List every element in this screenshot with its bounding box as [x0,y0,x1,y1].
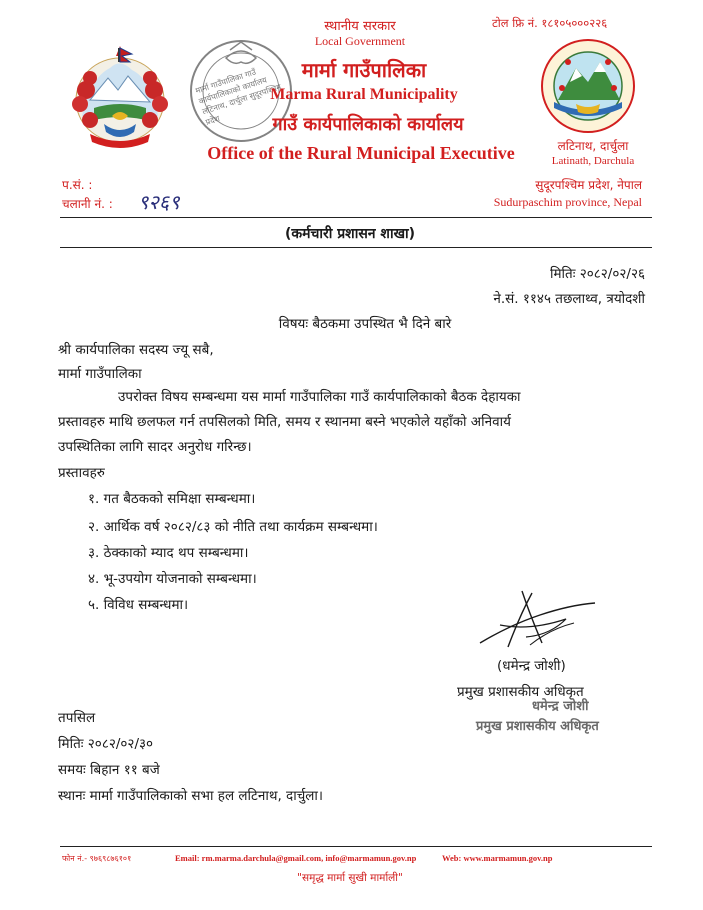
footer-email: Email: rm.marma.darchula@gmail.com, info@marmamun.gov.np [175,853,417,863]
section-divider-bottom [60,247,652,248]
footer-web: Web: www.marmamun.gov.np [442,853,553,863]
signature-icon [470,585,600,660]
location-en: Latinath, Darchula [551,155,635,167]
body-line2: प्रस्तावहरु माथि छलफल गर्न तपसिलको मिति, समय र स्थानमा बस्ने भएकोले यहाँको अनिवार्य [58,414,511,430]
municipality-name-en: Marma Rural Municipality [270,86,458,103]
signatory-title: प्रमुख प्रशासकीय अधिकृत [457,684,584,700]
nepal-emblem-icon [60,38,180,153]
signatory-name: (धमेन्द्र जोशी) [497,658,566,674]
footer-motto: "समृद्ध मार्मा सुखी मार्माली" [297,872,403,884]
gov-level-en: Local Government [314,34,406,48]
dispatch-number: ९२६९ [138,190,180,214]
schedule-heading: तपसिल [58,710,96,726]
section-divider-top [60,217,652,218]
proposal-item: १. गत बैठकको समिक्षा सम्बन्धमा। [88,491,256,507]
signatory-stamp-title: प्रमुख प्रशासकीय अधिकृत [476,719,599,734]
body-line3: उपस्थितिका लागि सादर अनुरोध गरिन्छ। [58,439,252,455]
office-name-np: गाउँ कार्यपालिकाको कार्यालय [272,114,464,135]
schedule-venue: स्थानः मार्मा गाउँपालिकाको सभा हल लटिनाथ, दार्चुला। [58,788,324,804]
body-line1: उपरोक्त विषय सम्बन्धमा यस मार्मा गाउँपालिका गाउँ कार्यपालिकाको बैठक देहायका [118,389,521,405]
nepal-sambat-line: ने.सं. ११४५ तछलाथ्व, त्रयोदशी [493,291,645,307]
addressee-line2: मार्मा गाउँपालिका [58,366,142,382]
municipality-name-np: मार्मा गाउँपालिका [301,58,427,82]
dispatch-label: चलानी नं. : [62,197,113,211]
gov-level-np: स्थानीय सरकार [324,19,396,34]
province-np: सुदूरपश्चिम प्रदेश, नेपाल [535,178,642,192]
proposals-heading: प्रस्तावहरु [58,465,105,481]
schedule-time: समयः बिहान ११ बजे [58,762,160,778]
proposal-item: ३. ठेक्काको म्याद थप सम्बन्धमा। [88,545,249,561]
office-name-en: Office of the Rural Municipal Executive [207,143,515,163]
section-title: (कर्मचारी प्रशासन शाखा) [284,226,416,242]
subject: विषयः बैठकमा उपस्थित भै दिने बारे [278,316,452,332]
proposal-item: ५. विविध सम्बन्धमा। [88,597,189,613]
toll-free-number: टोल फ्रि नं. १८१०५०००२२६ [492,16,608,30]
footer-divider [60,846,652,847]
date-line: मितिः २०८२/०२/२६ [549,266,645,282]
footer-phone: फोन नं.- ९७६९८७६१०१ [62,854,132,863]
municipality-logo-icon [540,38,636,134]
addressee-line1: श्री कार्यपालिका सदस्य ज्यू सबै, [58,342,214,358]
proposal-item: २. आर्थिक वर्ष २०८२/८३ को नीति तथा कार्यक्रम सम्बन्धमा। [88,519,378,535]
proposal-item: ४. भू-उपयोग योजनाको सम्बन्धमा। [88,571,257,587]
signatory-stamp-name: धमेन्द्र जोशी [532,699,589,714]
reference-label: प.सं. : [62,178,93,192]
location-np: लटिनाथ, दार्चुला [557,139,629,153]
province-en: Sudurpaschim province, Nepal [493,195,642,209]
schedule-date: मितिः २०८२/०२/३० [58,736,154,752]
stamp-text: मार्मा गाउँपालिका गाउँ कार्यपालिकाको कार्यालय लटिनाथ, दार्चुला सुदूरपश्चिम प्रदेश [194,67,283,127]
